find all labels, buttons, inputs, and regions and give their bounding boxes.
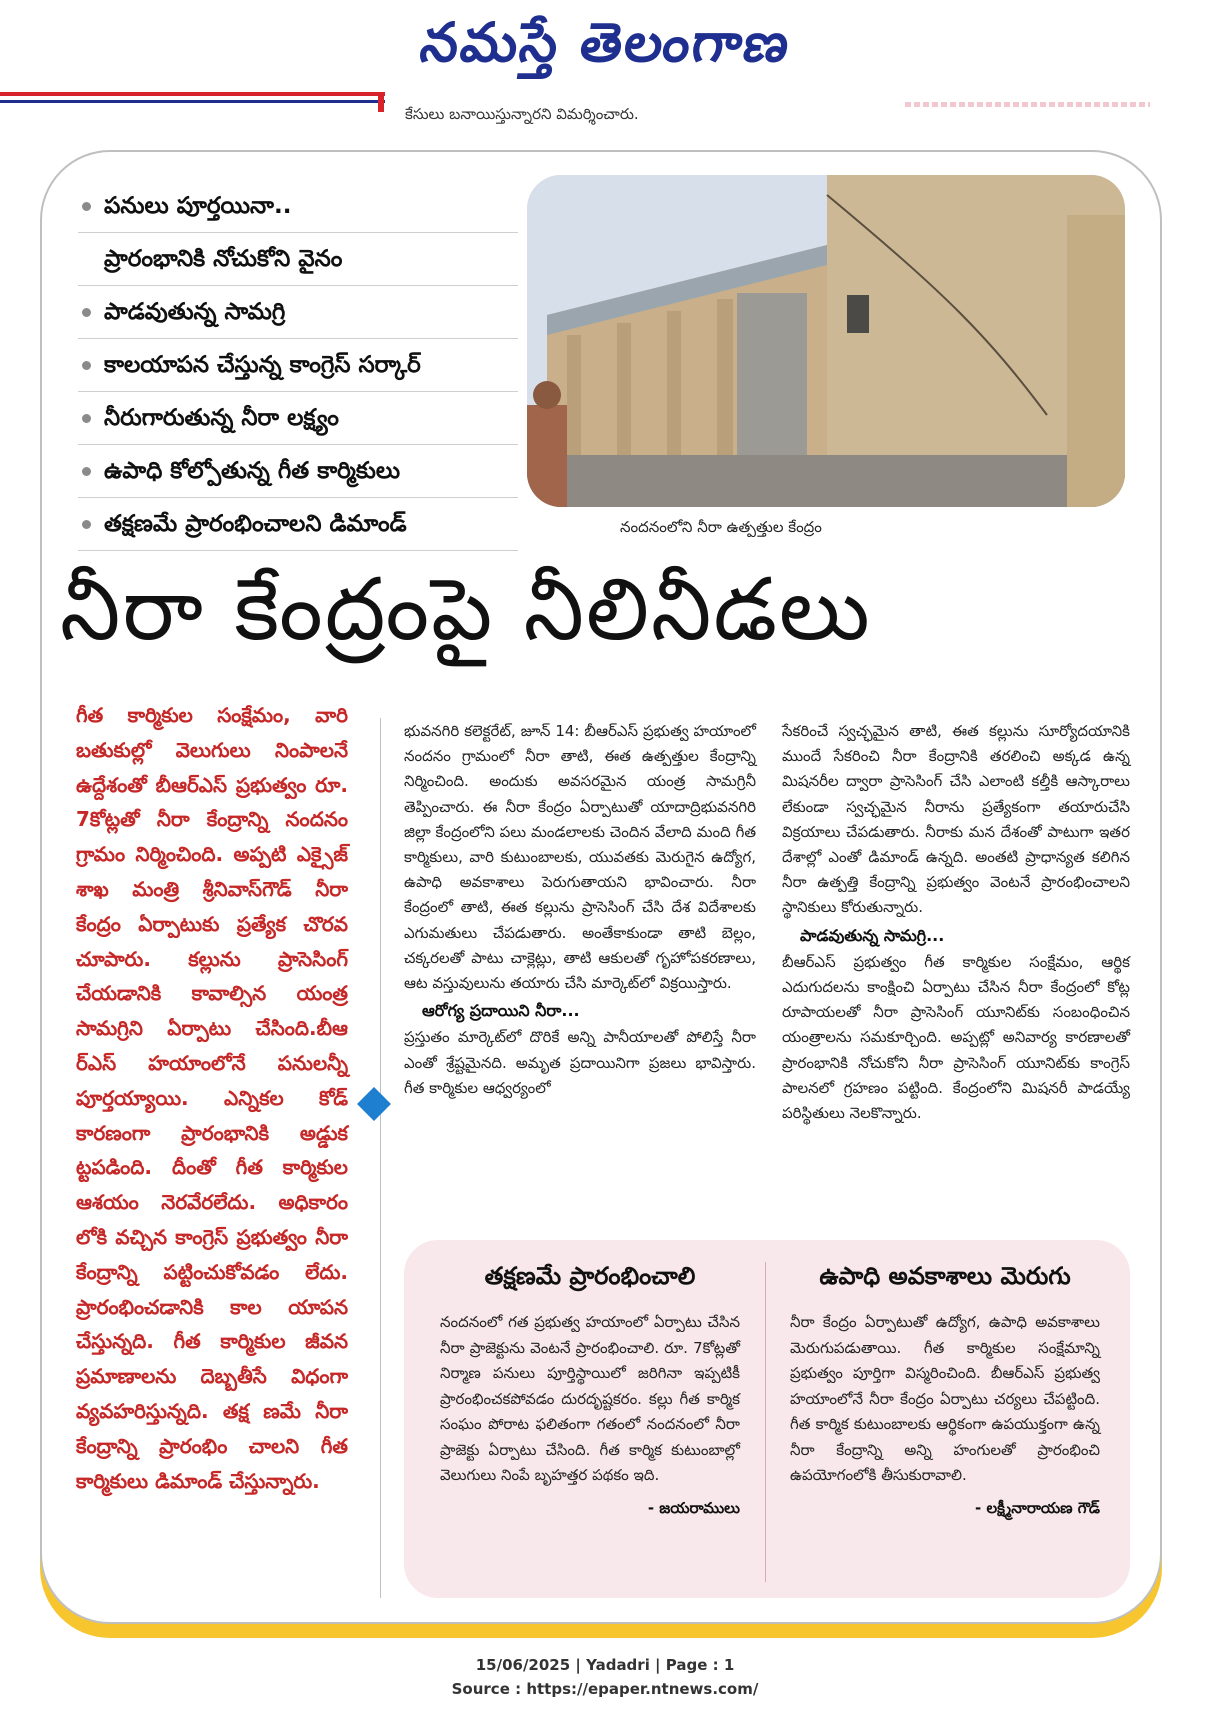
bullet-item: ఉపాధి కోల్పోతున్న గీత కార్మికులు	[78, 445, 518, 498]
body-paragraph: సేకరించే స్వచ్ఛమైన తాటి, ఈత కల్లును సూర్యోదయానికి ముందే సేకరించి నీరా కేంద్రానికి తరలించి అక్కడ ఉన్న మిషనరీల ద్వారా ప్రాసెసింగ్ చేసి ఎలాంటి కల్తీకి ఆస్కారాలు లేకుండా స్వచ్ఛమైన నీరాను ప్రత్యేకంగా తయారుచేసి విక్రయాలు చేపడుతారు. నీరాకు మన దేశంతో పాటుగా ఇతర దేశాల్లో ఎంతో డిమాండ్ ఉన్నది. అంతటి ప్రాధాన్యత కలిగిన నీరా ఉత్పత్తి కేంద్రాన్ని ప్రభుత్వం వెంటనే ప్రారంభించాలని స్థానికులు కోరుతున్నారు.	[782, 722, 1130, 917]
bullet-item: తక్షణమే ప్రారంభించాలని డిమాండ్	[78, 498, 518, 551]
previous-article-snippet: కేసులు బనాయిస్తున్నారని విమర్శించారు.	[405, 105, 639, 123]
subheading: ఆరోగ్య ప్రదాయిని నీరా...	[422, 1001, 580, 1021]
neera-centre-building-illustration	[527, 175, 1125, 507]
footer-source: Source : https://epaper.ntnews.com/	[451, 1680, 759, 1698]
body-column-2	[782, 719, 1130, 1126]
quotes-divider	[765, 1262, 766, 1582]
highlight-bullets	[78, 180, 518, 551]
column-divider	[380, 718, 381, 1598]
bullet-item: పాడవుతున్న సామగ్రి	[78, 286, 518, 339]
masthead-blue-rule	[0, 100, 385, 103]
quote-author: - లక్ష్మీనారాయణ గౌడ్	[975, 1498, 1100, 1517]
subheading: పాడవుతున్న సామగ్రి...	[800, 925, 945, 945]
bullet-item: కాలయాపన చేస్తున్న కాంగ్రెస్ సర్కార్	[78, 339, 518, 392]
quote-heading: ఉపాధి అవకాశాలు మెరుగు	[819, 1262, 1071, 1290]
quote-right	[790, 1262, 1100, 1521]
intro-column	[76, 698, 348, 1498]
body-paragraph: బీఆర్ఎస్ ప్రభుత్వం గీత కార్మికుల సంక్షేమం, ఆర్థిక ఎదుగుదలను కాంక్షించి ఏర్పాటు చేసిన నీరా కేంద్రంలో కోట్ల రూపాయలతో నీరా ప్రాసెసింగ్ యూనిట్‌కు సంబంధించిన యంత్రాలను సమకూర్చింది. అప్పట్లో అనివార్య కారణాలతో ప్రారంభానికి నోచుకోని నీరా ప్రాసెసింగ్ యూనిట్‌కు కాంగ్రెస్ పాలనలో గ్రహణం పట్టింది. కేంద్రంలోని మిషనరీ పాడయ్యే పరిస్థితులు నెలకొన్నారు.	[782, 952, 1130, 1123]
photo-caption: నందనంలోని నీరా ఉత్పత్తుల కేంద్రం	[620, 518, 822, 536]
bullet-item-continued: ప్రారంభానికి నోచుకోని వైనం	[78, 233, 518, 286]
masthead-right-rule	[905, 102, 1150, 107]
body-column-1	[404, 719, 756, 1101]
quote-body	[790, 1310, 1100, 1489]
bullet-item: నీరుగారుతున్న నీరా లక్ష్యం	[78, 392, 518, 445]
quote-heading: తక్షణమే ప్రారంభించాలి	[484, 1262, 696, 1290]
quote-text: నందనంలో గత ప్రభుత్వ హయాంలో ఏర్పాటు చేసిన నీరా ప్రాజెక్టును వెంటనే ప్రారంభించాలి. రూ. 7కోట్లతో నిర్మాణ పనులు పూర్తిస్థాయిలో జరిగినా ఇప్పటికీ ప్రారంభించకపోవడం దురదృష్టకరం. కల్లు గీత కార్మిక సంఘం పోరాట ఫలితంగా గతంలో నందనంలో నీరా ప్రాజెక్టు ఏర్పాటు చేసింది. గీత కార్మిక కుటుంబాల్లో వెలుగులు నింపే బృహత్తర పథకం ఇది.	[440, 1313, 740, 1484]
headline: నీరా కేంద్రంపై నీలినీడలు	[60, 560, 872, 660]
quote-text: నీరా కేంద్రం ఏర్పాటుతో ఉద్యోగ, ఉపాధి అవకాశాలు మెరుగుపడుతాయి. గీత కార్మికుల సంక్షేమాన్ని ప్రభుత్వం పూర్తిగా విస్మరించింది. బీఆర్ఎస్ ప్రభుత్వ హయాంలోనే నీరా కేంద్రం ఏర్పాటు చర్యలు చేపట్టింది. గీత కార్మిక కుటుంబాలకు ఆర్థికంగా ఉపయుక్తంగా ఉన్న నీరా కేంద్రాన్ని అన్ని హంగులతో ప్రారంభించి ఉపయోగంలోకి తీసుకురావాలి.	[790, 1313, 1100, 1484]
footer-date-edition: 15/06/2025 | Yadadri | Page : 1	[475, 1656, 735, 1674]
masthead-title: నమస్తే తెలంగాణ	[416, 10, 796, 74]
quote-left	[440, 1262, 740, 1521]
masthead-red-rule	[0, 92, 385, 96]
quote-author: - జయరాములు	[647, 1498, 740, 1517]
quote-body	[440, 1310, 740, 1489]
body-paragraph: భువనగిరి కలెక్టరేట్, జూన్ 14: బీఆర్ఎస్ ప్రభుత్వ హయాంలో నందనం గ్రామంలో నీరా తాటి, ఈత ఉత్పత్తుల కేంద్రాన్ని నిర్మించింది. అందుకు అవసరమైన యంత్ర సామగ్రినీ తెప్పించారు. ఈ నీరా కేంద్రం ఏర్పాటుతో యాదాద్రిభువనగిరి జిల్లా కేంద్రంలోని పలు మండలాలకు చెందిన వేలాది మంది గీత కార్మికులు, వారి కుటుంబాలకు, యువతకు మెరుగైన ఉద్యోగ, ఉపాధి అవకాశాలు పెరుగుతాయని భావించారు. నీరా కేంద్రంలో తాటి, ఈత కల్లును ప్రాసెసింగ్ చేసి దేశ విదేశాలకు ఎగుమతులు చేపడుతారు. అంతేకాకుండా తాటి బెల్లం, చక్కరలతో పాటు చాక్లెట్లు, తాటి ఆకులతో గృహోపకరణాలు, ఆట వస్తువులును తయారు చేసి మార్కెట్‌లో విక్రయిస్తారు.	[404, 722, 756, 993]
article-photo	[527, 175, 1125, 507]
masthead-red-accent	[378, 92, 384, 112]
bullet-item: పనులు పూర్తయినా..	[78, 180, 518, 233]
body-paragraph: ప్రస్తుతం మార్కెట్‌లో దొరికే అన్ని పానీయాలతో పోలిస్తే నీరా ఎంతో శ్రేష్టమైనది. అమృత ప్రదాయినిగా ప్రజలు భావిస్తారు. గీత కార్మికుల ఆధ్వర్యంలో	[404, 1028, 756, 1097]
intro-text: గీత కార్మికుల సంక్షేమం, వారి బతుకుల్లో వెలుగులు నింపాలనే ఉద్దేశంతో బీఆర్ఎస్ ప్రభుత్వం రూ. 7కోట్లతో నీరా కేంద్రాన్ని నందనం గ్రామం నిర్మించింది. అప్పటి ఎక్సైజ్ శాఖ మంత్రి శ్రీనివాస్‌గౌడ్ నీరా కేంద్రం ఏర్పాటుకు ప్రత్యేక చొరవ చూపారు. కల్లును ప్రాసెసింగ్ చేయడానికి కావాల్సిన యంత్ర సామగ్రిని ఏర్పాటు చేసింది.బీఆ ర్ఎస్ హయాంలోనే పనులన్నీ పూర్తయ్యాయి. ఎన్నికల కోడ్ కారణంగా ప్రారంభానికి అడ్డుక ట్టపడింది. దీంతో గీత కార్మికుల ఆశయం నెరవేరలేదు. అధికారం లోకి వచ్చిన కాంగ్రెస్ ప్రభుత్వం నీరా కేంద్రాన్ని పట్టించుకోవడం లేదు. ప్రారంభించడానికి కాల యాపన చేస్తున్నది. గీత కార్మికుల జీవన ప్రమాణాలను దెబ్బతీసే విధంగా వ్యవహరిస్తున్నది. తక్ష ణమే నీరా కేంద్రాన్ని ప్రారంభిం చాలని గీత కార్మికులు డిమాండ్ చేస్తున్నారు.	[76, 703, 348, 1493]
